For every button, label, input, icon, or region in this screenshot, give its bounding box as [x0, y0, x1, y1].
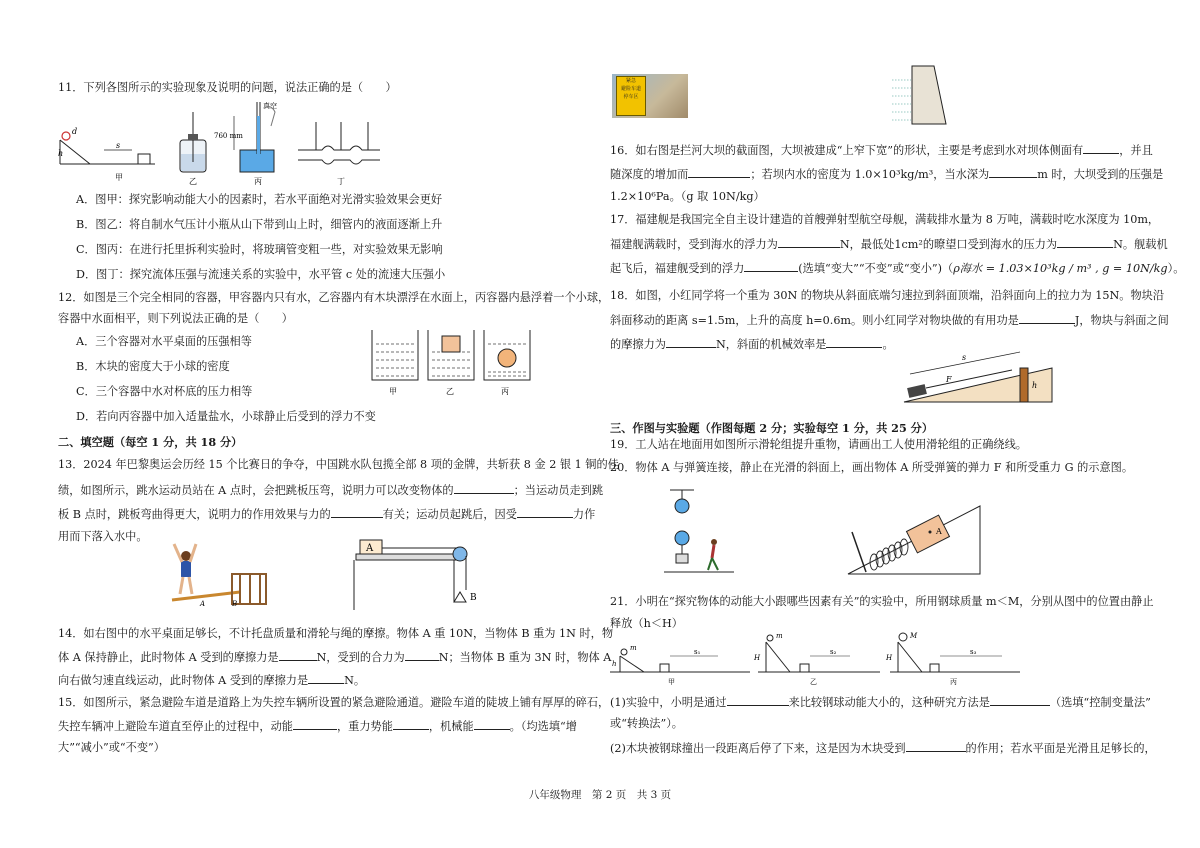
q11-label-bing: 丙	[254, 177, 262, 186]
svg-text:s₂: s₂	[830, 648, 837, 656]
q14-block-a-label: A	[366, 543, 374, 554]
q12-label-yi: 乙	[446, 387, 454, 396]
spring	[870, 539, 908, 570]
q13-line-3: 板 B 点时，跳板弯曲得更大，说明力的作用效果与力的 有关；运动员起跳后，因受 力作	[58, 508, 596, 521]
q13-point-b: B	[232, 600, 238, 608]
q17-blank-1[interactable]	[778, 236, 840, 248]
section-3-heading: 三、作图与实验题（作图每题 2 分；实验每空 1 分，共 25 分）	[610, 421, 934, 435]
q21-part-2-line-1: (2)木块被钢球撞出一段距离后停了下来，这是因为木块受到 的作用；若水平面是光滑且足够长的，	[610, 742, 1156, 755]
q11-option-c: C．图丙：在进行托里拆利实验时，将玻璃管变粗一些，对实验效果无影响	[76, 243, 443, 256]
q14-line-2: 体 A 保持静止，此时物体 A 受到的摩擦力是 N，受到的合力为 N；当物体 B 重为 3N 时，物体 A	[58, 651, 612, 664]
q17-line-2: 福建舰满载时，受到海水的浮力为 N，最低处1cm²的暸望口受到海水的压力为 N。舰载机	[610, 238, 1168, 251]
q12-option-d: D．若向丙容器中加入适量盐水，小球静止后受到的浮力不变	[76, 410, 376, 423]
q18-blank-2[interactable]	[666, 336, 716, 348]
q11-fig-yi	[180, 112, 206, 186]
svg-text:乙: 乙	[810, 678, 817, 686]
q11-figures	[60, 102, 390, 186]
q21-line-1: 21．小明在“探究物体的动能大小跟哪些因素有关”的实验中，所用钢球质量 m＜M，分别从图中的位置由静止	[610, 595, 1154, 608]
q15-blank-1[interactable]	[293, 718, 337, 730]
q11-760mm-label: 760 mm	[214, 132, 243, 140]
q11-stem: 11．下列各图所示的实验现象及说明的问题，说法正确的是（ ）	[58, 81, 397, 94]
q21-fig-bing	[885, 632, 1020, 686]
q18-blank-1[interactable]	[1019, 312, 1075, 324]
q18-line-3: 的摩擦力为 N，斜面的机械效率是 。	[610, 338, 894, 351]
q12-option-a: A．三个容器对水平桌面的压强相等	[76, 335, 252, 348]
q16-line-1: 16．如右图是拦河大坝的截面图，大坝被建成“上窄下宽”的形状，主要是考虑到水对坝体侧面有 ，并且	[610, 144, 1153, 157]
q12-option-b: B．木块的密度大于小球的密度	[76, 360, 230, 373]
q19-pulley-figure	[664, 488, 734, 574]
q15-line-1: 15．如图所示，紧急避险车道是道路上为失控车辆所设置的紧急避险通道。避险车道的陡坡上铺有厚厚的碎石，	[58, 696, 610, 709]
diver-figure	[174, 544, 196, 594]
q15-blank-3[interactable]	[474, 718, 510, 730]
q16-blank-1[interactable]	[1083, 142, 1119, 154]
q14-pulley-figure	[354, 540, 514, 612]
q14-blank-2[interactable]	[405, 649, 439, 661]
q21-part-1-line-2: 或“转换法”）。	[610, 717, 683, 730]
q16-blank-3[interactable]	[989, 166, 1037, 178]
q16-line-3: 1.2×10⁶Pa。（g 取 10N/kg）	[610, 190, 765, 203]
q17-blank-3[interactable]	[744, 260, 798, 272]
q18-incline-figure	[902, 344, 1062, 408]
q12-option-c: C．三个容器中水对杯底的压力相等	[76, 385, 253, 398]
q15-blank-2[interactable]	[393, 718, 429, 730]
q15-line-2: 失控车辆冲上避险车道直至停止的过程中，动能 ，重力势能 ，机械能 。（均选填“增	[58, 720, 577, 733]
q21-line-2: 释放（h＜H）	[610, 617, 683, 630]
q17-line-3: 起飞后，福建舰受到的浮力 (选填“变大”“不变”或“变小”)（ρ海水 = 1.03×10³kg / m³ , g = 10N/kg）。	[610, 262, 1185, 275]
q18-h-label: h	[1032, 381, 1038, 390]
q13-blank-1[interactable]	[454, 482, 514, 494]
q12-stem-2: 容器中水面相平，则下列说法正确的是（ ）	[58, 312, 293, 325]
q21-blank-1[interactable]	[727, 694, 789, 706]
page-footer: 八年级物理 第 2 页 共 3 页	[528, 789, 672, 801]
q11-fig-ding	[298, 122, 380, 186]
q12-containers-figure	[370, 328, 540, 398]
q13-line-2: 绩，如图所示，跳水运动员站在 A 点时，会把跳板压弯，说明力可以改变物体的 ；当运动员走到跳	[58, 484, 604, 497]
q12-label-bing: 丙	[501, 387, 509, 396]
q14-line-3: 向右做匀速直线运动，此时物体 A 受到的摩擦力是 N。	[58, 674, 366, 687]
svg-text:M: M	[910, 632, 918, 640]
q21-experiment-figure	[610, 632, 1150, 686]
q11-s-label: s	[116, 141, 121, 150]
q21-fig-jia	[610, 644, 750, 686]
q18-f-label: F	[946, 375, 952, 384]
q12-container-jia	[372, 330, 418, 396]
q13-point-a: A	[200, 600, 206, 608]
q13-blank-3[interactable]	[517, 506, 573, 518]
q20-spring-incline-figure	[844, 492, 984, 576]
dam-cross-section-figure	[890, 64, 950, 126]
q18-blank-3[interactable]	[826, 336, 882, 348]
q18-line-2: 斜面移动的距离 s=1.5m，上升的高度 h=0.6m。则小红同学对物块做的有用功是 J，物块与斜面之间	[610, 314, 1169, 327]
q14-blank-1[interactable]	[279, 649, 317, 661]
q11-fig-bing	[214, 101, 277, 186]
svg-text:甲: 甲	[668, 678, 675, 686]
q11-fig-jia	[58, 127, 155, 182]
q13-diving-figure	[162, 540, 292, 610]
q20-text: 20．物体 A 与弹簧连接，静止在光滑的斜面上，画出物体 A 所受弹簧的弹力 F 和所受重力 G 的示意图。	[610, 461, 1134, 474]
q11-option-d: D．图丁：探究流体压强与流速关系的实验中，水平管 c 处的流速大压强小	[76, 268, 446, 281]
section-2-heading: 二、填空题（每空 1 分，共 18 分）	[58, 435, 243, 449]
q12-stem-1: 12．如图是三个完全相同的容器，甲容器内只有水，乙容器内有木块漂浮在水面上，丙容器内悬浮着一个小球，	[58, 291, 610, 304]
q20-block-a-label: A	[936, 527, 942, 536]
svg-text:h: h	[612, 660, 617, 668]
q13-line-4: 用而下落入水中。	[58, 530, 148, 543]
q17-line-1: 17．福建舰是我国完全自主设计建造的首艘弹射型航空母舰，满载排水量为 8 万吨，满载时吃水深度为 10m，	[610, 213, 1160, 226]
svg-text:丙: 丙	[950, 678, 957, 686]
q17-blank-2[interactable]	[1057, 236, 1113, 248]
q16-blank-2[interactable]	[688, 166, 750, 178]
q13-line-1: 13．2024 年巴黎奥运会历经 15 个比赛日的争夺，中国跳水队包揽全部 8 项的金牌，共斩获 8 金 2 银 1 铜的佳	[58, 458, 619, 471]
q13-blank-2[interactable]	[331, 506, 383, 518]
q21-blank-3[interactable]	[906, 740, 966, 752]
q19-text: 19．工人站在地面用如图所示滑轮组提升重物，请画出工人使用滑轮组的正确绕线。	[610, 438, 1027, 451]
q11-vacuum-label: 真空	[263, 102, 277, 110]
escape-ramp-photo	[612, 74, 688, 118]
q11-label-jia: 甲	[115, 173, 123, 182]
q16-line-2: 随深度的增加而 ；若坝内水的密度为 1.0×10³kg/m³，当水深为 m 时，大坝受到的压强是	[610, 168, 1164, 181]
q12-label-jia: 甲	[389, 387, 397, 396]
q14-line-1: 14．如右图中的水平桌面足够长，不计托盘质量和滑轮与绳的摩擦。物体 A 重 10N，当物体 B 重为 1N 时，物	[58, 627, 614, 640]
q11-option-a: A．图甲：探究影响动能大小的因素时，若水平面绝对光滑实验效果会更好	[76, 193, 443, 206]
q11-label-ding: 丁	[337, 177, 345, 186]
q14-block-b-label: B	[470, 593, 477, 603]
q18-s-label: s	[962, 353, 967, 362]
q15-line-3: 大”“减小”或“不变”）	[58, 741, 165, 754]
svg-text:m: m	[776, 632, 783, 640]
svg-text:s₁: s₁	[694, 648, 701, 656]
q21-fig-yi	[753, 632, 880, 686]
q12-container-bing	[484, 330, 530, 396]
q14-blank-3[interactable]	[308, 672, 344, 684]
q21-blank-2[interactable]	[990, 694, 1050, 706]
q21-part-1-line-1: (1)实验中，小明是通过 来比较钢球动能大小的，这种研究方法是 （选填“控制变量法”	[610, 696, 1151, 709]
svg-text:m: m	[630, 644, 637, 652]
q11-option-b: B．图乙：将自制水气压计小瓶从山下带到山上时，细管内的液面逐渐上升	[76, 218, 443, 231]
svg-text:H: H	[754, 654, 761, 662]
q12-container-yi	[428, 330, 474, 396]
q11-d-label: d	[72, 127, 78, 136]
q11-h-label: h	[58, 149, 64, 158]
escape-ramp-sign: 紧急 避险车道 停车区	[616, 76, 646, 116]
worker-figure	[708, 539, 718, 570]
svg-text:s₃: s₃	[970, 648, 977, 656]
q11-label-yi: 乙	[189, 177, 197, 186]
q18-line-1: 18．如图，小红同学将一个重为 30N 的物块从斜面底端匀速拉到斜面顶端，沿斜面向上的拉力为 15N。物块沿	[610, 289, 1165, 302]
svg-text:H: H	[886, 654, 893, 662]
